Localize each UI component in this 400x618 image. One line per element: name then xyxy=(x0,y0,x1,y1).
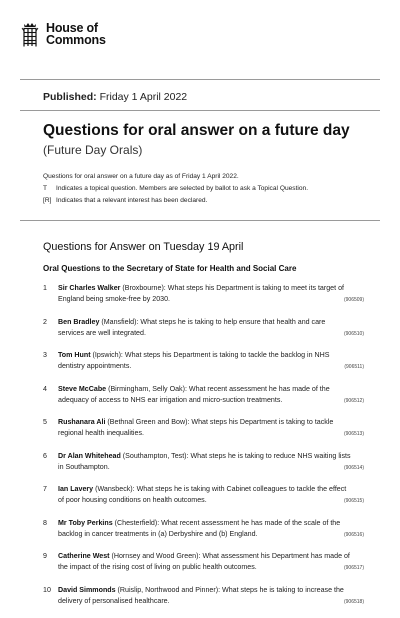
published-line xyxy=(43,91,187,103)
question-body xyxy=(58,317,353,339)
question-text: What steps his Department is taking to meet its target of England being smoke-free by 2030. xyxy=(58,284,344,303)
question-reference: (906515) xyxy=(344,496,364,507)
member-constituency: (Ipswich): xyxy=(91,351,125,359)
question-reference: (906518) xyxy=(344,597,364,608)
topical-key: T xyxy=(43,183,56,195)
question-body xyxy=(58,417,353,439)
question-body xyxy=(58,518,353,540)
intro-notes xyxy=(43,171,373,207)
interest-note xyxy=(43,195,373,207)
question-text: What steps he is taking to reduce NHS waiting lists in Southampton. xyxy=(58,452,351,471)
member-name: Dr Alan Whitehead xyxy=(58,452,121,460)
section-heading: Questions for Answer on Tuesday 19 April xyxy=(43,241,243,253)
topical-text: Indicates a topical question. Members are selected by ballot to ask a Topical Question. xyxy=(56,185,308,192)
logo-wordmark xyxy=(46,22,106,46)
question-item xyxy=(43,384,361,418)
member-name: Ian Lavery xyxy=(58,485,93,493)
question-item xyxy=(43,585,361,618)
member-name: David Simmonds xyxy=(58,586,116,594)
question-reference: (906516) xyxy=(344,530,364,541)
question-number: 6 xyxy=(43,451,57,462)
question-number: 3 xyxy=(43,350,57,361)
question-reference: (906511) xyxy=(344,362,364,373)
question-item xyxy=(43,551,361,585)
question-item xyxy=(43,350,361,384)
question-number: 7 xyxy=(43,484,57,495)
question-body xyxy=(58,283,353,305)
question-text: What assessment his Department has made of the impact of the rising cost of living on public health outcomes. xyxy=(58,552,350,571)
question-list xyxy=(43,283,361,618)
member-name: Catherine West xyxy=(58,552,110,560)
question-text: What steps he is taking to help ensure that health and care services are well integrated. xyxy=(58,318,325,337)
question-reference: (906513) xyxy=(344,429,364,440)
question-number: 9 xyxy=(43,551,57,562)
member-name: Mr Toby Perkins xyxy=(58,519,113,527)
member-name: Tom Hunt xyxy=(58,351,91,359)
member-constituency: (Hornsey and Wood Green): xyxy=(110,552,203,560)
question-number: 10 xyxy=(43,585,57,596)
interest-key: [R] xyxy=(43,195,56,207)
question-item xyxy=(43,484,361,518)
house-of-commons-logo xyxy=(20,22,106,50)
member-constituency: (Bethnal Green and Bow): xyxy=(105,418,191,426)
divider-published xyxy=(20,110,380,111)
member-constituency: (Wansbeck): xyxy=(93,485,137,493)
page-subtitle: (Future Day Orals) xyxy=(43,143,142,157)
question-item xyxy=(43,451,361,485)
published-label: Published: xyxy=(43,91,97,103)
member-name: Ben Bradley xyxy=(58,318,99,326)
question-number: 4 xyxy=(43,384,57,395)
question-text: What steps he is taking with Cabinet colleagues to tackle the effect of poor housing conditions on health outcomes. xyxy=(58,485,346,504)
interest-text: Indicates that a relevant interest has been declared. xyxy=(56,197,207,204)
member-constituency: (Broxbourne): xyxy=(120,284,167,292)
member-constituency: (Birmingham, Selly Oak): xyxy=(106,385,189,393)
question-text: What steps he is taking to increase the delivery of personalised healthcare. xyxy=(58,586,344,605)
question-body xyxy=(58,350,353,372)
question-body xyxy=(58,585,353,607)
question-reference: (906510) xyxy=(344,329,364,340)
question-text: What recent assessment he has made of the adequacy of access to NHS ear irrigation and micro-suction treatments. xyxy=(58,385,330,404)
logo-line-2: Commons xyxy=(46,34,106,46)
question-item xyxy=(43,518,361,552)
question-item xyxy=(43,417,361,451)
question-body xyxy=(58,451,353,473)
member-constituency: (Ruislip, Northwood and Pinner): xyxy=(116,586,222,594)
logo-line-1: House of xyxy=(46,22,106,34)
portcullis-icon xyxy=(20,22,40,48)
question-body xyxy=(58,484,353,506)
member-constituency: (Mansfield): xyxy=(99,318,140,326)
question-item xyxy=(43,317,361,351)
divider-top xyxy=(20,79,380,80)
question-body xyxy=(58,551,353,573)
page-title: Questions for oral answer on a future day xyxy=(43,122,350,140)
published-date: Friday 1 April 2022 xyxy=(100,91,188,103)
divider-intro xyxy=(20,220,380,221)
question-number: 2 xyxy=(43,317,57,328)
question-reference: (906514) xyxy=(344,463,364,474)
question-reference: (906517) xyxy=(344,563,364,574)
question-text: What recent assessment he has made of the scale of the backlog in cancer treatments in (a) Derbyshire and (b) England. xyxy=(58,519,340,538)
intro-line: Questions for oral answer on a future day as of Friday 1 April 2022. xyxy=(43,171,373,183)
topical-note xyxy=(43,183,373,195)
member-constituency: (Chesterfield): xyxy=(113,519,162,527)
question-number: 5 xyxy=(43,417,57,428)
question-text: What steps his Department is taking to tackle regional health inequalities. xyxy=(58,418,333,437)
question-reference: (906512) xyxy=(344,396,364,407)
question-text: What steps his Department is taking to tackle the backlog in NHS dentistry appointments. xyxy=(58,351,330,370)
question-number: 1 xyxy=(43,283,57,294)
question-item xyxy=(43,283,361,317)
member-name: Steve McCabe xyxy=(58,385,106,393)
question-reference: (906509) xyxy=(344,295,364,306)
question-body xyxy=(58,384,353,406)
member-name: Sir Charles Walker xyxy=(58,284,120,292)
department-heading: Oral Questions to the Secretary of State for Health and Social Care xyxy=(43,264,296,273)
question-number: 8 xyxy=(43,518,57,529)
member-name: Rushanara Ali xyxy=(58,418,105,426)
member-constituency: (Southampton, Test): xyxy=(121,452,191,460)
